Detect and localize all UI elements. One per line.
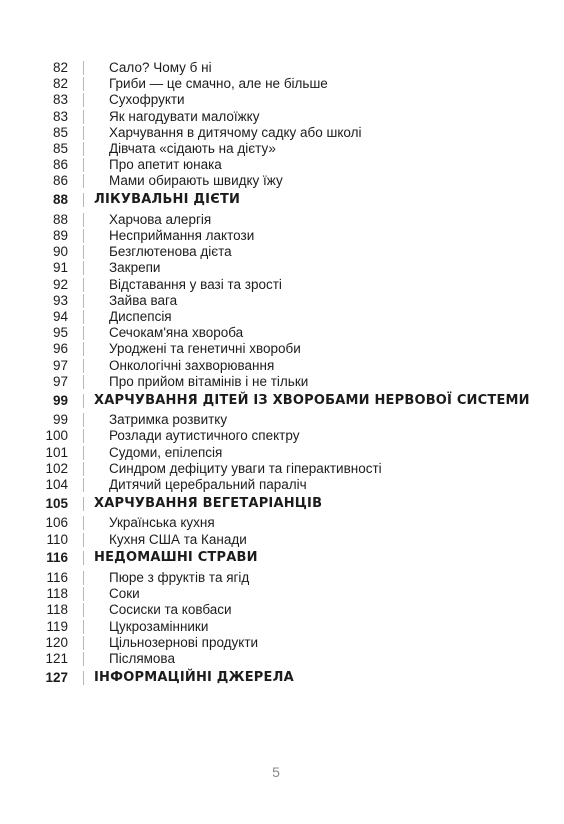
toc-section: [0, 550, 564, 566]
toc-divider-line: [83, 174, 84, 188]
toc-entry-title: Сосиски та ковбаси: [109, 602, 232, 618]
toc-page-number: 83: [52, 108, 68, 124]
toc-page-number: 85: [52, 141, 68, 156]
toc-section: [0, 670, 564, 686]
toc-divider-line: [83, 603, 84, 617]
toc-entry: [0, 477, 564, 493]
toc-divider-line: [83, 77, 84, 91]
toc-entry-title: Дівчата «сідають на дієту»: [109, 141, 276, 156]
toc-entry: [0, 293, 564, 309]
toc-entry-title: Дитячий церебральний параліч: [109, 477, 307, 492]
toc-entry-title: Гриби — це смачно, але не більше: [109, 76, 328, 92]
toc-entry: [0, 461, 564, 477]
toc-page-number: 89: [52, 228, 68, 243]
toc-entry-title: Харчування в дитячому садку або школі: [109, 124, 362, 140]
toc-divider-line: [83, 278, 84, 292]
toc-entry-title: Післямова: [109, 651, 175, 666]
toc-page-number: 91: [52, 260, 68, 276]
toc-entry-title: Закрепи: [109, 260, 161, 276]
toc-page-number: 116: [46, 570, 68, 585]
toc-page-number: 97: [52, 373, 68, 389]
toc-entry: [0, 341, 564, 357]
toc-page-number: 118: [46, 602, 68, 618]
toc-entry-title: Українська кухня: [109, 515, 215, 531]
toc-entry: [0, 141, 564, 157]
toc-page-number: 120: [45, 634, 68, 650]
toc-entry: [0, 428, 564, 444]
toc-divider-line: [83, 587, 84, 601]
toc-entry-title: Уроджені та генетичні хвороби: [109, 341, 301, 357]
toc-page-number: 110: [46, 531, 68, 547]
toc-section-title: ХАРЧУВАННЯ ДІТЕЙ ІЗ ХВОРОБАМИ НЕРВОВОЇ СИСТЕМИ: [94, 392, 530, 408]
toc-divider-line: [83, 671, 84, 685]
toc-entry: [0, 532, 564, 548]
toc-page-number: 96: [52, 341, 68, 357]
toc-divider-line: [83, 429, 84, 443]
toc-section-title: ХАРЧУВАННЯ ВЕГЕТАРІАНЦІВ: [94, 495, 323, 511]
toc-page-number: 94: [52, 309, 68, 324]
toc-divider-line: [83, 158, 84, 172]
toc-page-number: 95: [52, 325, 68, 341]
toc-entry: [0, 244, 564, 260]
toc-divider-line: [83, 551, 84, 565]
toc-entry: [0, 277, 564, 293]
toc-divider-line: [83, 193, 84, 207]
toc-entry: [0, 515, 564, 531]
toc-page-number: 127: [45, 669, 68, 685]
toc-divider-line: [83, 126, 84, 140]
toc-entry: [0, 445, 564, 461]
toc-divider-line: [83, 261, 84, 275]
toc-page-number: 88: [52, 211, 68, 227]
toc-page-number: 83: [52, 92, 68, 108]
toc-divider-line: [83, 310, 84, 324]
toc-entry-title: Затримка розвитку: [109, 412, 228, 428]
toc-section-title: ЛІКУВАЛЬНІ ДІЄТИ: [94, 192, 241, 208]
toc-page-number: 99: [52, 412, 68, 428]
page-number: 5: [272, 764, 280, 780]
toc-divider-line: [83, 497, 84, 511]
toc-entry: [0, 325, 564, 341]
toc-entry: [0, 619, 564, 635]
toc-entry: [0, 125, 564, 141]
toc-divider-line: [83, 462, 84, 476]
toc-page-number: 104: [45, 477, 68, 492]
toc-entry-title: Судоми, епілепсія: [109, 444, 223, 460]
toc-entry: [0, 309, 564, 325]
toc-entry-title: Диспепсія: [109, 309, 172, 324]
toc-page-number: 102: [45, 460, 68, 476]
toc-divider-line: [83, 620, 84, 634]
toc-entry-title: Безглютенова дієта: [109, 244, 232, 260]
toc-divider-line: [83, 375, 84, 389]
toc-page-number: 88: [52, 192, 68, 208]
toc-entry-title: Сало? Чому б ні: [109, 60, 212, 75]
toc-divider-line: [83, 93, 84, 107]
toc-entry-title: Цукрозамінники: [109, 618, 209, 634]
toc-divider-line: [83, 61, 84, 75]
toc-entry: [0, 635, 564, 651]
toc-entry: [0, 586, 564, 602]
toc-section-title: ІНФОРМАЦІЙНІ ДЖЕРЕЛА: [94, 669, 294, 685]
toc-page-number: 82: [52, 60, 68, 75]
toc-entry-title: Кухня США та Канади: [109, 531, 247, 547]
toc-divider-line: [83, 516, 84, 530]
toc-entry-title: Пюре з фруктів та ягід: [109, 570, 250, 585]
toc-entry-title: Несприймання лактози: [109, 228, 255, 243]
toc-page-number: 85: [52, 124, 68, 140]
toc-divider-line: [83, 245, 84, 259]
toc-page-number: 99: [52, 392, 68, 408]
toc-page-number: 116: [46, 550, 68, 566]
toc-section-title: НЕДОМАШНІ СТРАВИ: [94, 550, 258, 566]
toc-page-number: 105: [45, 495, 68, 511]
toc-entry-title: Цільнозернові продукти: [109, 634, 259, 650]
toc-page-number: 92: [52, 276, 68, 292]
toc-divider-line: [83, 571, 84, 585]
toc-page-number: 119: [46, 618, 68, 634]
toc-divider-line: [83, 533, 84, 547]
toc-divider-line: [83, 213, 84, 227]
toc-entry-title: Розлади аутистичного спектру: [109, 428, 300, 444]
toc-divider-line: [83, 478, 84, 492]
toc-entry: [0, 374, 564, 390]
toc-divider-line: [83, 394, 84, 408]
toc-entry: [0, 228, 564, 244]
toc-entry: [0, 412, 564, 428]
toc-entry: [0, 60, 564, 76]
toc-entry-title: Про апетит юнака: [109, 157, 222, 173]
toc-section: [0, 192, 564, 208]
toc-entry: [0, 76, 564, 92]
toc-entry-title: Зайва вага: [109, 292, 178, 308]
toc-page-number: 86: [52, 157, 68, 173]
toc-divider-line: [83, 229, 84, 243]
toc-divider-line: [83, 359, 84, 373]
toc-divider-line: [83, 294, 84, 308]
toc-entry: [0, 92, 564, 108]
toc-divider-line: [83, 446, 84, 460]
toc-divider-line: [83, 342, 84, 356]
toc-entry-title: Онкологічні захворювання: [109, 357, 275, 373]
toc-page-number: 86: [52, 173, 68, 189]
toc-entry-title: Мами обирають швидку їжу: [109, 173, 283, 189]
toc-entry: [0, 570, 564, 586]
toc-entry-title: Сечокам'яна хвороба: [109, 325, 244, 341]
toc-entry: [0, 109, 564, 125]
toc-entry-title: Соки: [109, 586, 140, 602]
toc-entry-title: Сухофрукти: [109, 92, 185, 108]
toc-entry-title: Відставання у вазі та зрості: [109, 276, 282, 292]
toc-entry: [0, 212, 564, 228]
toc-divider-line: [83, 413, 84, 427]
toc-entry-title: Як нагодувати малоїжку: [109, 108, 260, 124]
toc-page-number: 82: [52, 76, 68, 92]
toc-entry-title: Про прийом вітамінів і не тільки: [109, 373, 309, 389]
toc-entry-title: Синдром дефіциту уваги та гіперактивності: [109, 460, 382, 476]
toc-section: [0, 496, 564, 512]
toc-entry: [0, 602, 564, 618]
toc-entry: [0, 173, 564, 189]
toc-page-number: 101: [45, 444, 68, 460]
toc-page-number: 93: [52, 292, 68, 308]
toc-page-number: 100: [45, 428, 68, 444]
toc-entry: [0, 260, 564, 276]
toc-entry: [0, 157, 564, 173]
toc-entry: [0, 651, 564, 667]
toc-page-number: 90: [52, 244, 68, 260]
toc-divider-line: [83, 636, 84, 650]
toc-section: [0, 393, 564, 409]
toc-divider-line: [83, 110, 84, 124]
toc-divider-line: [83, 652, 84, 666]
toc-page-number: 121: [45, 651, 68, 666]
toc-entry-title: Харчова алергія: [109, 211, 212, 227]
toc-page-number: 97: [52, 357, 68, 373]
toc-page-number: 118: [46, 586, 68, 602]
toc-entry: [0, 358, 564, 374]
toc-page-number: 106: [45, 515, 68, 531]
toc-divider-line: [83, 326, 84, 340]
toc-divider-line: [83, 142, 84, 156]
